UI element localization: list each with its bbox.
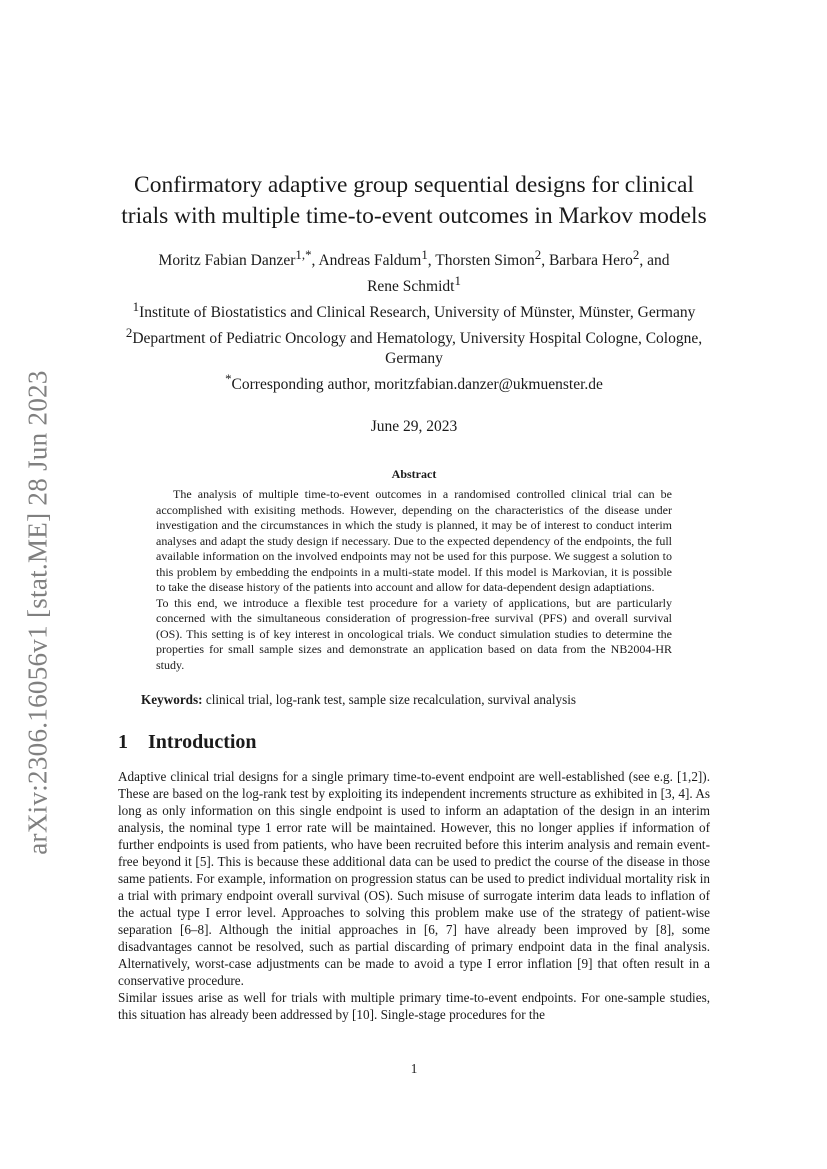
arxiv-sidebar-stamp: [18, 362, 58, 862]
arxiv-identifier: arXiv:2306.16056v1 [stat.ME] 28 Jun 2023: [22, 369, 53, 855]
abstract-body: [156, 487, 672, 673]
keywords-list: clinical trial, log-rank test, sample size recalculation, survival analysis: [205, 692, 577, 707]
title-line-2: trials with multiple time-to-event outcomes in Markov models: [121, 203, 707, 229]
section-title: Introduction: [148, 731, 257, 753]
section-number: 1: [118, 731, 128, 753]
author: Barbara Hero$^2$, and: [548, 247, 670, 270]
paper-title: [118, 170, 710, 232]
author: Thorsten Simon$^2$,: [435, 247, 549, 270]
section-heading: [118, 731, 257, 754]
page-number: 1: [410, 1061, 418, 1076]
abstract-paragraph: The analysis of multiple time-to-event outcomes in a randomised controlled clinical trial can be accomplished with exisiting methods. However, depending on the characteristics of the disease under investigation and the circumstances in which the study is planned, it may be of interest to conduct interim analyses and adapt the study design if necessary. Due to the expected dependency of the endpoints, the full available information on the involved endpoints may not be used for this purpose. We suggest a solution to this problem by embedding the endpoints in a multi-state model. If this model is Markovian, it is possible to take the disease history of the patients into account and allow for data-dependent design adaptiations.: [156, 487, 672, 594]
author: Rene Schmidt$^1$: [367, 273, 461, 296]
title-line-1: Confirmatory adaptive group sequential designs for clinical: [134, 172, 694, 198]
body-paragraph: Adaptive clinical trial designs for a single primary time-to-event endpoint are well-established (see e.g. [1,2]). These are based on the log-rank test by exploiting its independent increments structure as exhibited in [3, 4]. As long as only information on this single endpoint is used to inform an adaptation of the design in an interim analysis, the nominal type 1 error rate will be maintained. However, this no longer applies if information of further endpoints is used from patients, who have been recruited before this interim analysis and remain event-free beyond it [5]. This is because these additional data can be used to predict the course of the disease in those same patients. For example, information on progression status can be used to predict individual mortality risk in a trial with primary endpoint overall survival (OS). Such misuse of surrogate interim data leads to inflation of the actual type I error level. Approaches to solving this problem make use of the strategy of patient-wise separation [6–8]. Although the initial approaches in [6, 7] have already been improved by [8], some disadvantages cannot be resolved, such as partial discarding of primary endpoint data in the final analysis. Alternatively, worst-case adjustments can be made to avoid a type I error inflation [9] that often result in a conservative procedure.: [118, 769, 710, 988]
abstract-heading: Abstract: [391, 467, 437, 481]
author-list: [118, 245, 710, 297]
keywords: [141, 692, 701, 708]
section-body: [118, 768, 710, 1023]
author: Andreas Faldum$^1$,: [318, 247, 436, 270]
keywords-label: Keywords:: [141, 692, 203, 707]
body-paragraph: Similar issues arise as well for trials with multiple primary time-to-event endpoints. For one-sample studies, this situation has already been addressed by [10]. Single-stage procedures for the: [118, 990, 710, 1022]
author: Moritz Fabian Danzer$^{1,*}$,: [158, 247, 319, 270]
affiliation-list: [118, 297, 710, 395]
affiliation: $^2$Department of Pediatric Oncology and Hematology, University Hospital Cologne, Cologne, Germany: [125, 325, 703, 368]
affiliation: $^1$Institute of Biostatistics and Clinical Research, University of Münster, Münster, Germany: [132, 299, 696, 322]
abstract-paragraph: To this end, we introduce a flexible test procedure for a variety of applications, but are particularly concerned with the simultaneous consideration of progression-free survival (PFS) and overall survival (OS). This setting is of key interest in oncological trials. We conduct simulation studies to determine the properties for small sample sizes and demonstrate an application based on data from the NB2004-HR study.: [156, 595, 672, 672]
paper-date: June 29, 2023: [370, 418, 458, 435]
corresponding-author: *Corresponding author, moritzfabian.danzer@ukmuenster.de: [225, 371, 603, 394]
